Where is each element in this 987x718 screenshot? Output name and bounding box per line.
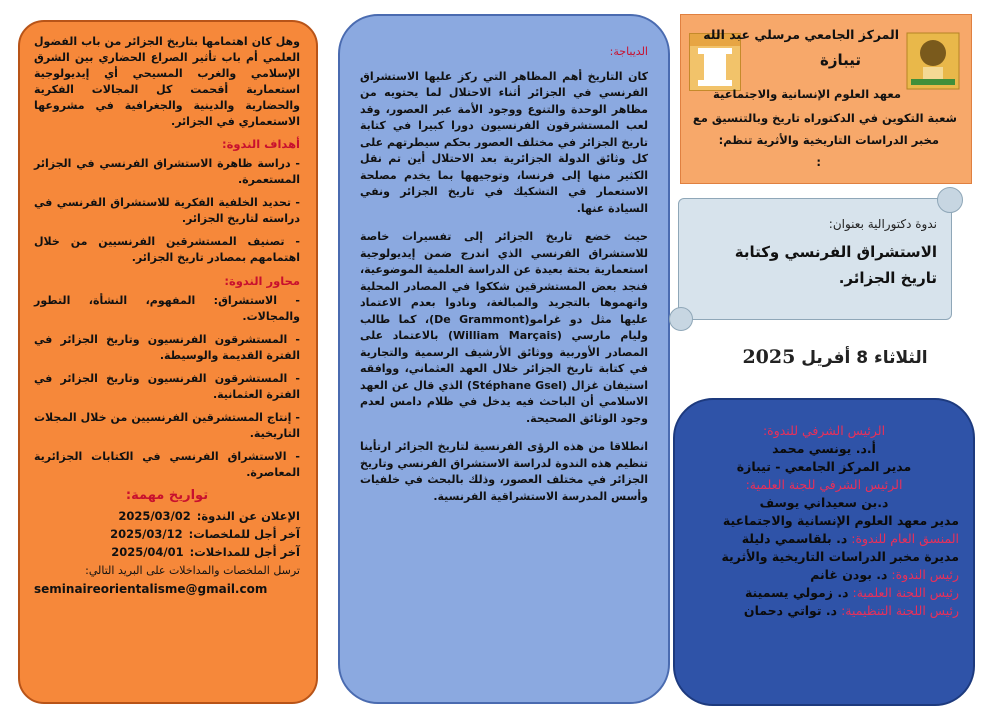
- event-day: الثلاثاء 8 أفريل: [801, 348, 928, 368]
- lab-line: مخبر الدراسات التاريخية والأثرية تنظم:: [718, 133, 939, 147]
- sci-honorary-role: مدير معهد العلوم الإنسانية والاجتماعية: [722, 513, 959, 528]
- axis-item: - الاستشراق: المفهوم، النشأة، التطور والمجالات.: [34, 294, 300, 323]
- goal-item: - تحديد الخلفية الفكرية للاستشراق الفرنسي في دراسته لتاريخ الجزائر.: [34, 196, 300, 225]
- preamble-paragraph: حيث خضع تاريخ الجزائر إلى تفسيرات خاصة للاستشراق الفرنسي الذي اندرج ضمن إيديولوجية استعمارية بحتة بعيدة عن الدراسة العلمية الموضوعية، فنجد بعض المستشرقين شككوا في المصادر المحلية واتهموها بالتجريد والمبالغة، ونادوا بعدم الاعتماد عليها مثل دو غرامو(De Grammont)، كما طالب وليام مارسي (William Marçais) بالاعتماد على المصادر الأوربية ووثائق الأرشيف الرسمية والتجارية في كتابة تاريخ الجزائر خلال العهد العثماني، ووافقه استيفان غزال (Stéphane Gsel) الذي قال عن العهد الاسلامي أن الباحث فيه يدخل في ظلام دامس لعدم وجود الوثائق الصحيحة.: [360, 230, 649, 425]
- axis-item: - إنتاج المستشرقين الفرنسيين من خلال المجلات التاريخية.: [34, 411, 300, 440]
- sci-chair-name: د. زمولي يسمينة: [744, 585, 849, 600]
- date-value: 2025/03/12: [110, 527, 183, 541]
- date-value: 2025/04/01: [111, 545, 184, 559]
- honorary-name: أ.د. يونسي محمد: [772, 441, 876, 456]
- axes-title: محاور الندوة:: [224, 274, 300, 288]
- date-label: آخر أجل للمداخلات:: [189, 545, 300, 559]
- date-value: 2025/03/02: [118, 509, 191, 523]
- university-name: المركز الجامعي مرسلي عبد الله: [703, 27, 899, 42]
- contact-email[interactable]: seminaireorientalisme@gmail.com: [34, 582, 268, 596]
- honorary-title: الرئيس الشرفي للندوة:: [762, 423, 886, 438]
- institute-name: معهد العلوم الإنسانية والاجتماعية: [713, 87, 901, 101]
- goal-item: - تصنيف المستشرقين الفرنسيين من خلال اهتمامهم بمصادر تاريخ الجزائر.: [34, 235, 300, 264]
- goals-title: أهداف الندوة:: [222, 137, 300, 151]
- city-name: تيبازة: [819, 51, 861, 69]
- seminar-title-scroll: [678, 198, 952, 320]
- axis-item: - الاستشراق الفرنسي في الكتابات الجزائرية المعاصرة.: [34, 450, 300, 479]
- sci-honorary-name: د.بن سعيداني يوسف: [759, 495, 889, 510]
- intro-paragraph: وهل كان اهتمامها بتاريخ الجزائر من باب الفضول العلمي أم باب تأثير الصراع الحضاري بين الشرق الإسلامي والغرب المسيحي أي إيديولوجية استعمارية أقحمت كل المجالات الفكرية والحضارية والدينية والجغرافية في مشروعها الاستعماري في الجزائر.: [34, 35, 300, 128]
- coordinator-role: مديرة مخبر الدراسات التاريخية والأثرية: [721, 549, 959, 564]
- seminar-label: ندوة دكتورالية بعنوان:: [828, 217, 937, 231]
- institution-header: [680, 14, 972, 184]
- chair-title: رئيس الندوة:: [891, 567, 959, 582]
- sci-chair-title: رئيس اللجنة العلمية:: [852, 585, 959, 600]
- goals-list: [34, 156, 300, 266]
- event-date: [720, 346, 950, 368]
- objectives-panel: [18, 20, 318, 704]
- axes-list: [34, 293, 300, 481]
- preamble-paragraph: كان التاريخ أهم المظاهر التي ركز عليها الاستشراق الفرنسي في الجزائر أثناء الاحتلال لما يحتويه من مظاهر الوحدة والتنوع ووجود الأمة عبر العصور، وقد لعب المستشرقون الفرنسيون دورا كبيرا في كتابة تاريخ الجزائر في مختلف العصور بحكم سيطرتهم على كل وثائق الدولة الجزائرية بعد الاحتلال أين تم نقل الكثير منها إلى فرنسا، وتوجيهها بما يخدم مصلحة الاستعمار في التشكيك في تاريخ الجزائر ونفي السيادة عنها.: [360, 69, 648, 215]
- date-row: [34, 508, 300, 524]
- date-label: آخر أجل للملخصات:: [188, 527, 300, 541]
- event-year: 2025: [742, 346, 796, 368]
- header-colon: :: [816, 155, 821, 169]
- preamble-title: الديباجة:: [609, 45, 648, 58]
- goal-item: - دراسة ظاهرة الاستشراق الفرنسي في الجزائر المستعمرة.: [34, 157, 300, 186]
- date-label: الإعلان عن الندوة:: [196, 509, 300, 523]
- program-line: شعبة التكوين في الدكتوراه تاريخ وبالتنسيق مع: [692, 111, 957, 125]
- org-chair-title: رئيس اللجنة التنظيمية:: [841, 603, 959, 618]
- coordinator-title: المنسق العام للندوة:: [851, 531, 959, 546]
- date-row: [34, 544, 300, 560]
- center-logo: [905, 31, 961, 91]
- scroll-curl: [937, 187, 963, 213]
- email-note: ترسل الملخصات والمداخلات على البريد التالي:: [85, 564, 300, 577]
- preamble-paragraph: انطلاقا من هذه الرؤى الفرنسية لتاريخ الجزائر ارتأينا تنظيم هذه الندوة لدراسة الاستشراق الفرنسي وتاريخ الجزائر في مختلف العصور، وذلك بالبحث في خلفيات وأسس المدرسة الاستشراقية الفرنسية.: [360, 440, 648, 503]
- org-chair-name: د. تواتي دحمان: [743, 603, 838, 618]
- dates-title: تواريخ مهمة:: [125, 488, 209, 503]
- date-row: [34, 526, 300, 542]
- seminar-title: الاستشراق الفرنسي وكتابة تاريخ الجزائر.: [734, 243, 937, 287]
- chair-name: د. بودن غانم: [810, 567, 888, 582]
- committee-panel: [673, 398, 975, 706]
- sci-honorary-title: الرئيس الشرفي للجنة العلمية:: [745, 477, 903, 492]
- axis-item: - المستشرقون الفرنسيون وتاريخ الجزائر في الفترة العثمانية.: [34, 372, 300, 401]
- honorary-role: مدير المركز الجامعي - تيبازة: [736, 459, 912, 474]
- scroll-curl: [669, 307, 693, 331]
- axis-item: - المستشرقون الفرنسيون وتاريخ الجزائر في الفترة القديمة والوسيطة.: [34, 333, 300, 362]
- coordinator-name: د. بلقاسمي دليلة: [741, 531, 848, 546]
- preamble-panel: [338, 14, 670, 704]
